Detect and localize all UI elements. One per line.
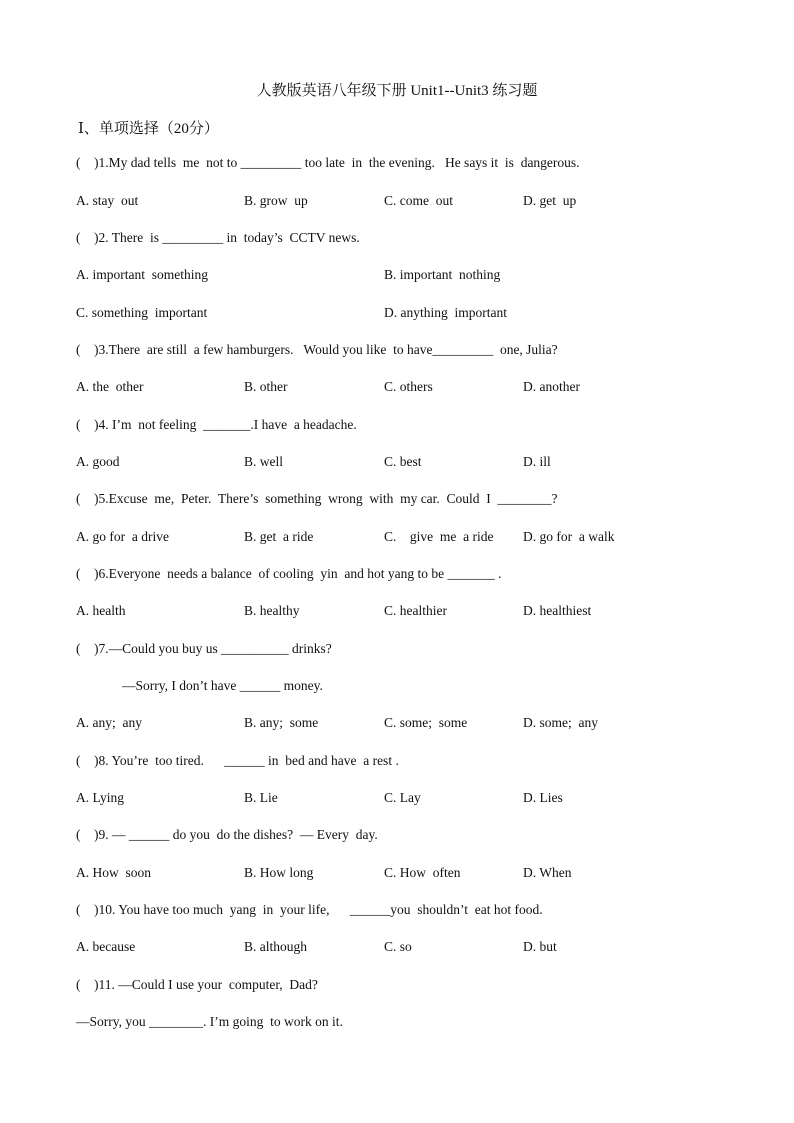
option-b: B. well [244,454,283,469]
option-c: C. something important [76,305,208,320]
option-d: D. healthiest [523,603,592,618]
option-a: A. any; any [76,715,142,730]
option-a: A. stay out [76,193,139,208]
option-b: B. How long [244,865,314,880]
option-a: A. go for a drive [76,529,169,544]
question-3: ( )3.There are still a few hamburgers. Would you like to have_________ one, Julia? [76,342,558,357]
option-c: C. give me a ride [384,529,494,544]
option-b: B. healthy [244,603,300,618]
option-c: C. so [384,939,412,954]
option-b: B. important nothing [384,267,501,282]
option-d: D. get up [523,193,577,208]
option-c: C. others [384,379,433,394]
option-b: B. get a ride [244,529,314,544]
option-d: D. some; any [523,715,598,730]
question-7: ( )7.—Could you buy us __________ drinks? [76,641,332,656]
option-d: D. go for a walk [523,529,615,544]
option-d: D. When [523,865,572,880]
option-b: B. although [244,939,307,954]
option-a: A. Lying [76,790,125,805]
question-5: ( )5.Excuse me, Peter. There’s something wrong with my car. Could I ________? [76,491,558,506]
question-2: ( )2. There is _________ in today’s CCTV news. [76,230,360,245]
option-c: C. Lay [384,790,421,805]
question-9: ( )9. — ______ do you do the dishes? — Every day. [76,827,378,842]
option-a: A. because [76,939,136,954]
option-a: A. health [76,603,126,618]
option-c: C. best [384,454,422,469]
question-6: ( )6.Everyone needs a balance of cooling yin and hot yang to be _______ . [76,566,502,581]
option-d: D. another [523,379,580,394]
option-c: C. healthier [384,603,447,618]
section-heading: Ⅰ、单项选择（20分） [78,121,219,137]
option-d: D. but [523,939,557,954]
option-c: C. some; some [384,715,468,730]
question-11: ( )11. —Could I use your computer, Dad? [76,977,318,992]
question-7-reply: —Sorry, I don’t have ______ money. [122,678,323,693]
page-title: 人教版英语八年级下册 Unit1--Unit3 练习题 [256,83,538,99]
question-1: ( )1.My dad tells me not to _________ too late in the evening. He says it is dangerous. [76,155,580,170]
option-a: A. How soon [76,865,152,880]
option-b: B. other [244,379,288,394]
option-c: C. come out [384,193,453,208]
option-a: A. the other [76,379,144,394]
option-a: A. good [76,454,120,469]
question-11-reply: —Sorry, you ________. I’m going to work on it. [76,1014,343,1029]
option-c: C. How often [384,865,461,880]
option-b: B. grow up [244,193,308,208]
question-4: ( )4. I’m not feeling _______.I have a headache. [76,417,357,432]
option-b: B. Lie [244,790,278,805]
option-b: B. any; some [244,715,319,730]
question-10: ( )10. You have too much yang in your life, ______you shouldn’t eat hot food. [76,902,543,917]
option-d: D. ill [523,454,551,469]
option-d: D. Lies [523,790,563,805]
question-8: ( )8. You’re too tired. ______ in bed and have a rest . [76,753,399,768]
option-a: A. important something [76,267,208,282]
option-d: D. anything important [384,305,507,320]
